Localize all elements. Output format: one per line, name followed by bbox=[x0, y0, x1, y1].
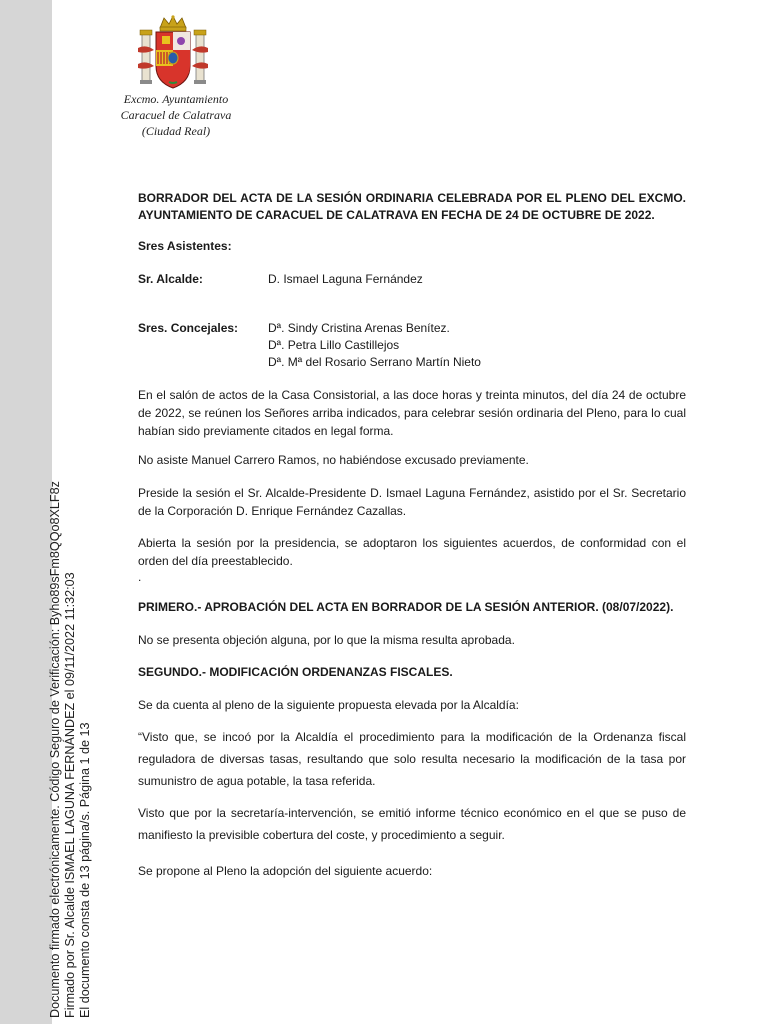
coat-of-arms-icon bbox=[136, 14, 210, 92]
second-item-intro: Se da cuenta al pleno de la siguiente propuesta elevada por la Alcaldía: bbox=[138, 698, 519, 712]
opened-paragraph: Abierta la sesión por la presidencia, se adoptaron los siguientes acuerdos, de conformidad con el orden del día preestablecido. bbox=[138, 536, 686, 568]
mayor-name: D. Ismael Laguna Fernández bbox=[268, 272, 423, 286]
proposal-agreement-intro: Se propone al Pleno la adopción del siguiente acuerdo: bbox=[138, 864, 433, 878]
stamp-line-2: Firmado por Sr. Alcalde ISMAEL LAGUNA FERNÁNDEZ el 09/11/2022 11:32:03 bbox=[63, 572, 77, 1018]
councillor-3: Dª. Mª del Rosario Serrano Martín Nieto bbox=[268, 355, 481, 369]
first-item-heading: PRIMERO.- APROBACIÓN DEL ACTA EN BORRADOR DE LA SESIÓN ANTERIOR. (08/07/2022). bbox=[138, 600, 674, 614]
first-item-body: No se presenta objeción alguna, por lo que la misma resulta aprobada. bbox=[138, 633, 515, 647]
attendees-heading: Sres Asistentes: bbox=[138, 239, 232, 253]
town-hall-letterhead bbox=[108, 91, 244, 139]
town-line-2: Caracuel de Calatrava bbox=[120, 108, 232, 122]
margin-strip bbox=[0, 0, 52, 1024]
absent-paragraph: No asiste Manuel Carrero Ramos, no habiéndose excusado previamente. bbox=[138, 453, 529, 467]
councillors-label: Sres. Concejales: bbox=[138, 321, 239, 335]
electronic-signature-stamp bbox=[48, 481, 93, 1018]
councillor-2: Dª. Petra Lillo Castillejos bbox=[268, 338, 400, 352]
document-title bbox=[138, 190, 686, 224]
town-line-1: Excmo. Ayuntamiento bbox=[123, 92, 229, 106]
proposal-quote-2: Visto que por la secretaría-intervención, se emitió informe técnico económico en el que se puso de manifiesto la previsible cobertura del coste, y procedimiento a seguir. bbox=[138, 806, 686, 842]
second-item-heading: SEGUNDO.- MODIFICACIÓN ORDENANZAS FISCALES. bbox=[138, 665, 453, 679]
opening-paragraph: En el salón de actos de la Casa Consistorial, a las doce horas y treinta minutos, del día 24 de octubre de 2022, se reúnen los Señores arriba indicados, para celebrar sesión ordinaria del Pleno, para lo cual habían sido previamente citados en legal forma. bbox=[138, 388, 686, 438]
stamp-line-1: Documento firmado electrónicamente. Código Seguro de Verificación: Byho89sFm8QQo8XLF8z bbox=[48, 481, 62, 1018]
stamp-line-3: El documento consta de 13 página/s. Página 1 de 13 bbox=[78, 722, 92, 1018]
title-line-1: BORRADOR DEL ACTA DE LA SESIÓN ORDINARIA CELEBRADA POR EL PLENO DEL EXCMO. bbox=[138, 191, 686, 205]
mayor-label: Sr. Alcalde: bbox=[138, 272, 203, 286]
title-line-2: AYUNTAMIENTO DE CARACUEL DE CALATRAVA EN FECHA DE 24 DE OCTUBRE DE 2022. bbox=[138, 208, 655, 222]
councillor-1: Dª. Sindy Cristina Arenas Benítez. bbox=[268, 321, 450, 335]
presides-paragraph: Preside la sesión el Sr. Alcalde-Presidente D. Ismael Laguna Fernández, asistido por el Sr. Secretario de la Corporación D. Enrique Fernández Cazallas. bbox=[138, 486, 686, 518]
town-line-3: (Ciudad Real) bbox=[141, 124, 211, 138]
separator-dot: . bbox=[138, 570, 142, 584]
proposal-quote-1: “Visto que, se incoó por la Alcaldía el procedimiento para la modificación de la Ordenanza fiscal reguladora de diversas tasas, resultando que solo resulta necesario la modificación de la tasa por sumunistro de agua potable, la tasa referida. bbox=[138, 730, 686, 788]
